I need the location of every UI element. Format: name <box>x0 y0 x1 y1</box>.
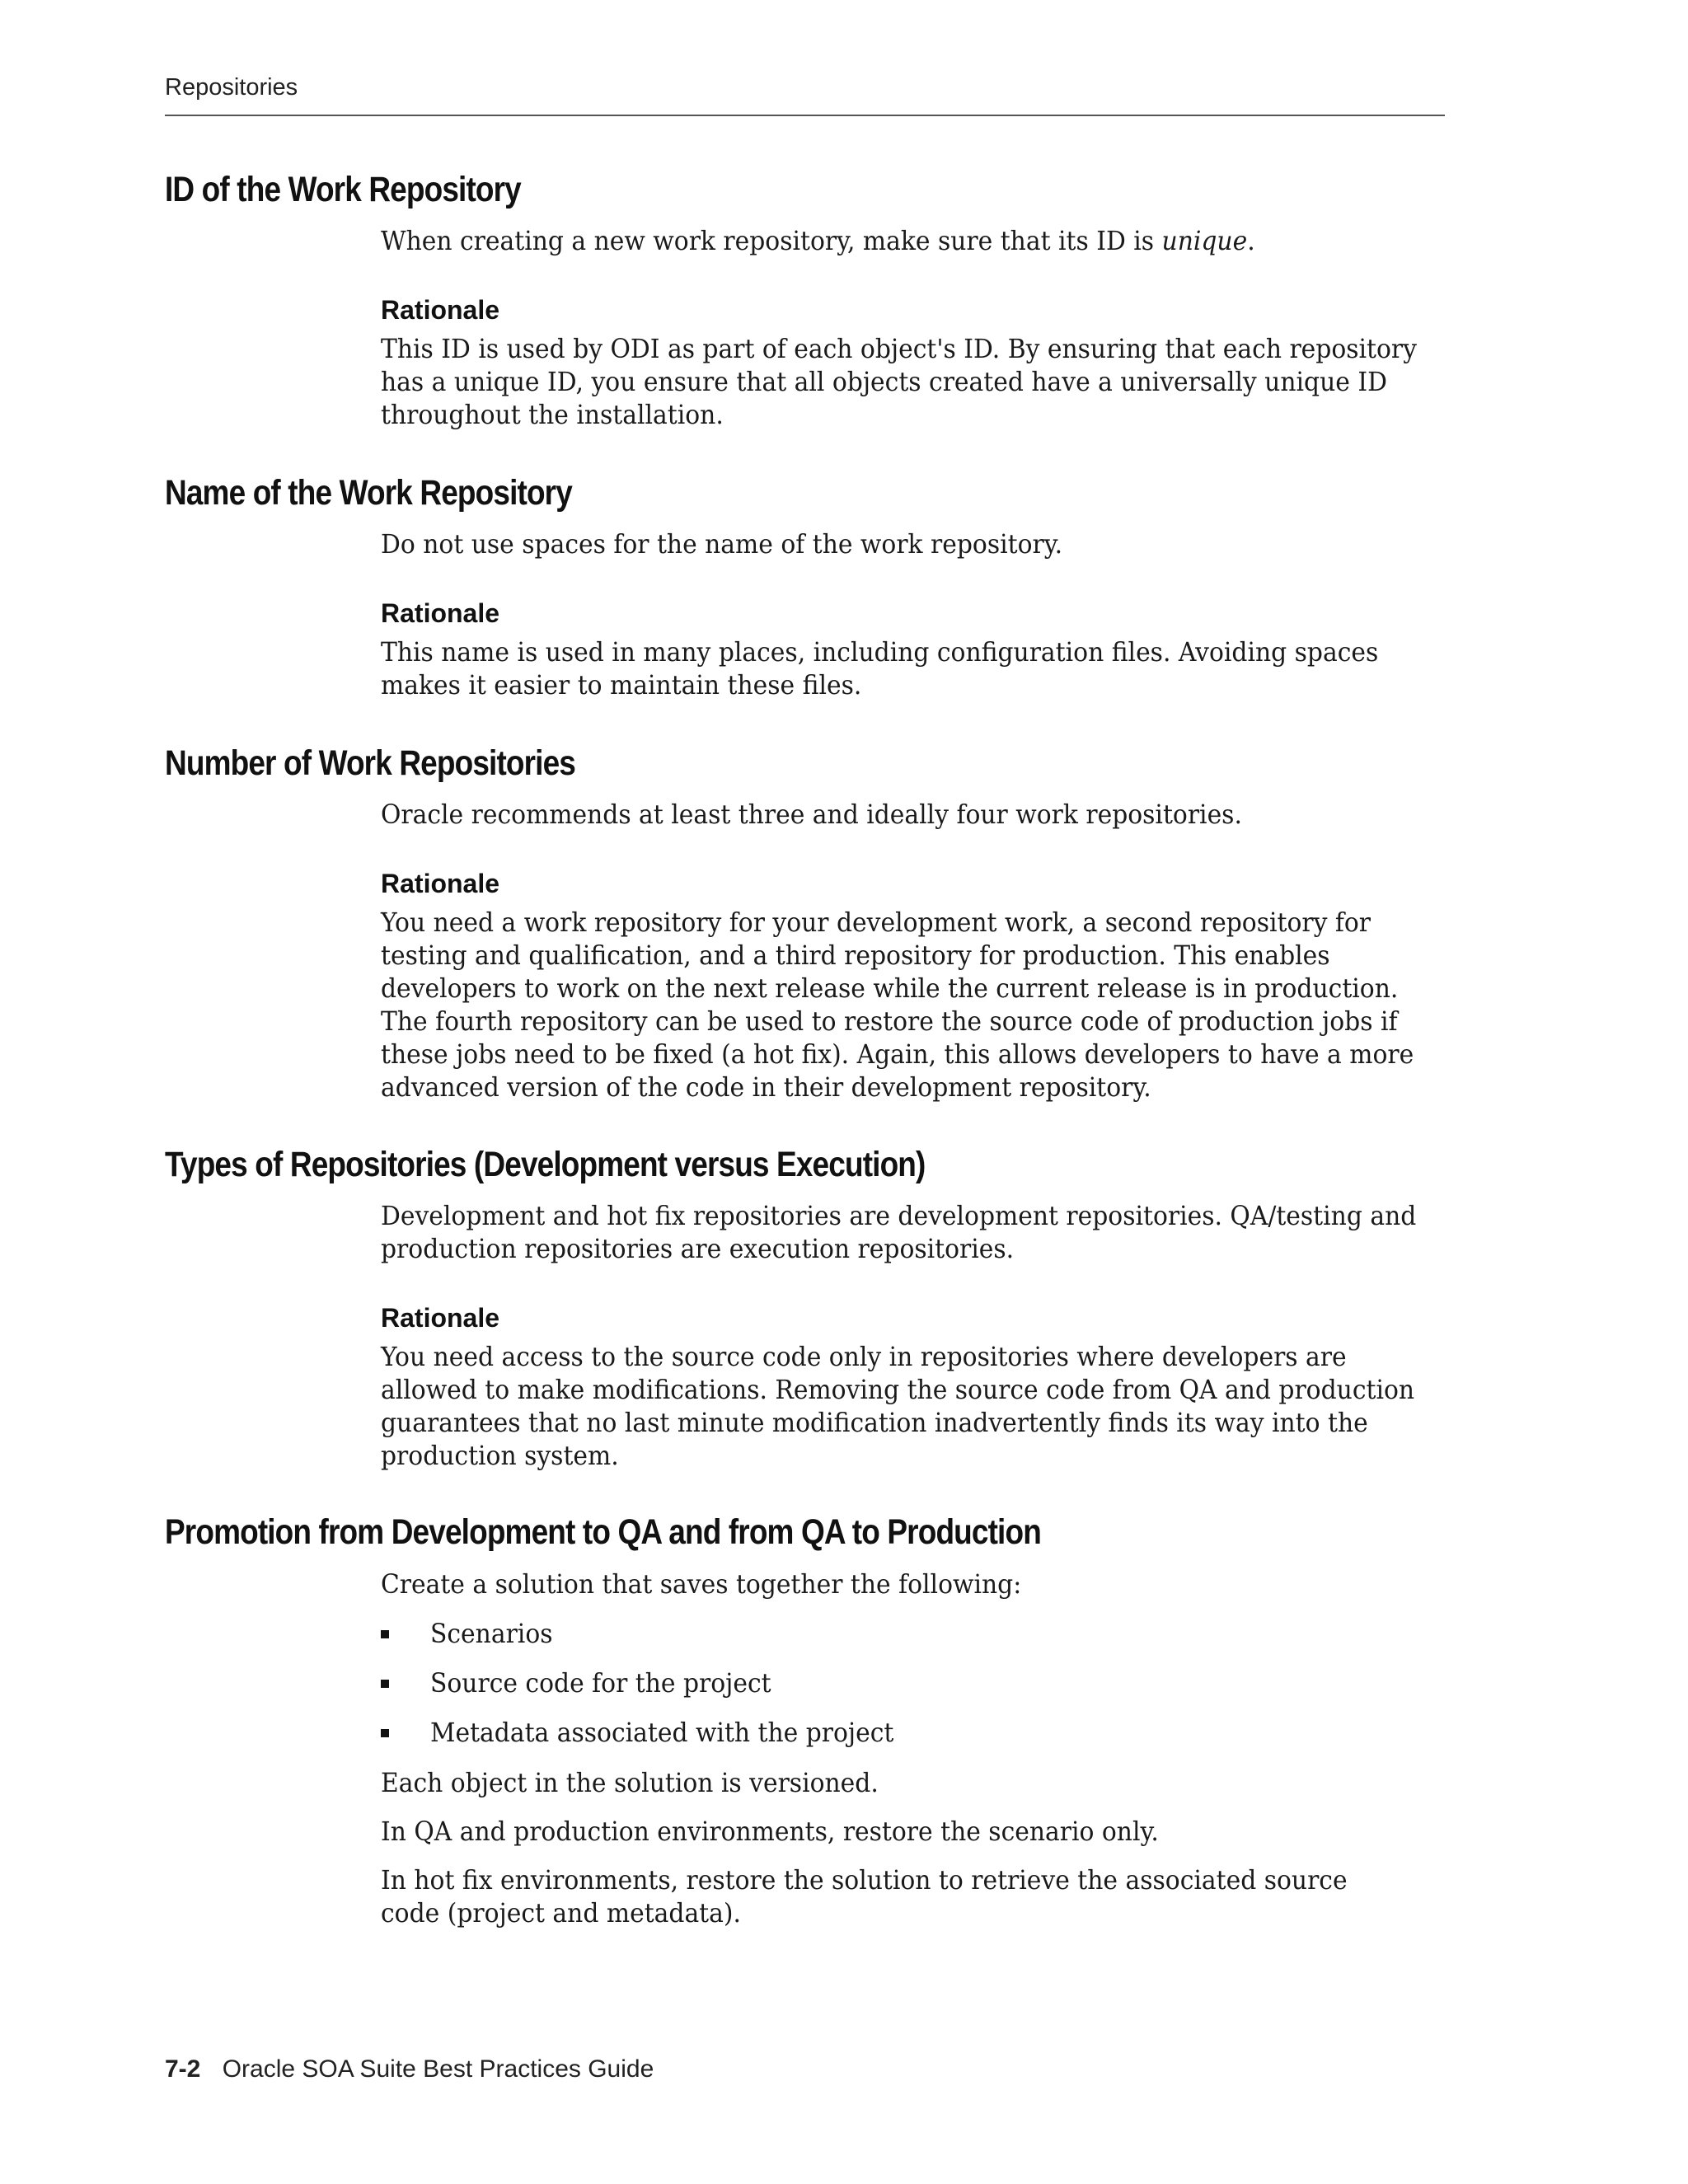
paragraph-hot-fix: In hot fix environments, restore the solution to retrieve the associated source code (project and metadata). <box>381 1864 1348 1929</box>
section-title-number-of-work-repositories: Number of Work Repositories <box>165 743 576 783</box>
list-item-text: Source code for the project <box>430 1667 771 1699</box>
intro-text: When creating a new work repository, make sure that its ID is <box>381 225 1162 256</box>
book-title: Oracle SOA Suite Best Practices Guide <box>222 2055 654 2083</box>
running-header: Repositories <box>165 74 298 101</box>
section-intro-id-of-work-repository <box>381 224 1454 257</box>
rationale-text-name-of-work-repository: This name is used in many places, including configuration files. Avoiding spaces makes it easier to maintain these files. <box>381 636 1379 701</box>
square-bullet-icon <box>381 1680 389 1688</box>
section-title-types-of-repositories: Types of Repositories (Development versus Execution) <box>165 1145 926 1184</box>
paragraph-qa-production: In QA and production environments, restore the scenario only. <box>381 1816 1159 1847</box>
section-intro-number-of-work-repositories: Oracle recommends at least three and ideally four work repositories. <box>381 799 1242 830</box>
rationale-text-types-of-repositories: You need access to the source code only in repositories where developers are allowed to make modifications. Removing the source code from QA and production guarantees that no last minute modification inadvertently finds its way into the production system. <box>381 1341 1415 1471</box>
section-title-promotion: Promotion from Development to QA and from QA to Production <box>165 1512 1041 1552</box>
section-title-name-of-work-repository: Name of the Work Repository <box>165 473 572 513</box>
square-bullet-icon <box>381 1630 389 1638</box>
section-intro-types-of-repositories: Development and hot fix repositories are development repositories. QA/testing and production repositories are execution repositories. <box>381 1200 1417 1264</box>
header-rule <box>165 115 1445 116</box>
square-bullet-icon <box>381 1729 389 1737</box>
page-number: 7-2 <box>165 2055 201 2083</box>
rationale-text-id-of-work-repository: This ID is used by ODI as part of each object's ID. By ensuring that each repository has a unique ID, you ensure that all objects created have a universally unique ID throughout the installation. <box>381 333 1417 430</box>
rationale-label: Rationale <box>381 295 500 325</box>
section-intro-promotion: Create a solution that saves together the following: <box>381 1568 1022 1600</box>
section-intro-name-of-work-repository: Do not use spaces for the name of the work repository. <box>381 528 1063 560</box>
intro-emphasis: unique <box>1161 225 1248 256</box>
list-item-text: Metadata associated with the project <box>430 1717 894 1748</box>
rationale-label: Rationale <box>381 598 500 628</box>
list-item-text: Scenarios <box>430 1618 553 1649</box>
section-title-id-of-work-repository: ID of the Work Repository <box>165 170 521 209</box>
rationale-label: Rationale <box>381 1303 500 1333</box>
intro-text-end: . <box>1247 225 1255 256</box>
rationale-text-number-of-work-repositories: You need a work repository for your development work, a second repository for testing and qualification, and a third repository for production. This enables developers to work on the next release while the current release is in production. The fourth repository can be used to restore the source code of production jobs if these jobs need to be fixed (a hot fix). Again, this allows developers to have a more advanced version of the code in their development repository. <box>381 907 1414 1103</box>
rationale-label: Rationale <box>381 869 500 898</box>
paragraph-versioned: Each object in the solution is versioned. <box>381 1767 879 1798</box>
page-footer <box>165 2055 654 2083</box>
